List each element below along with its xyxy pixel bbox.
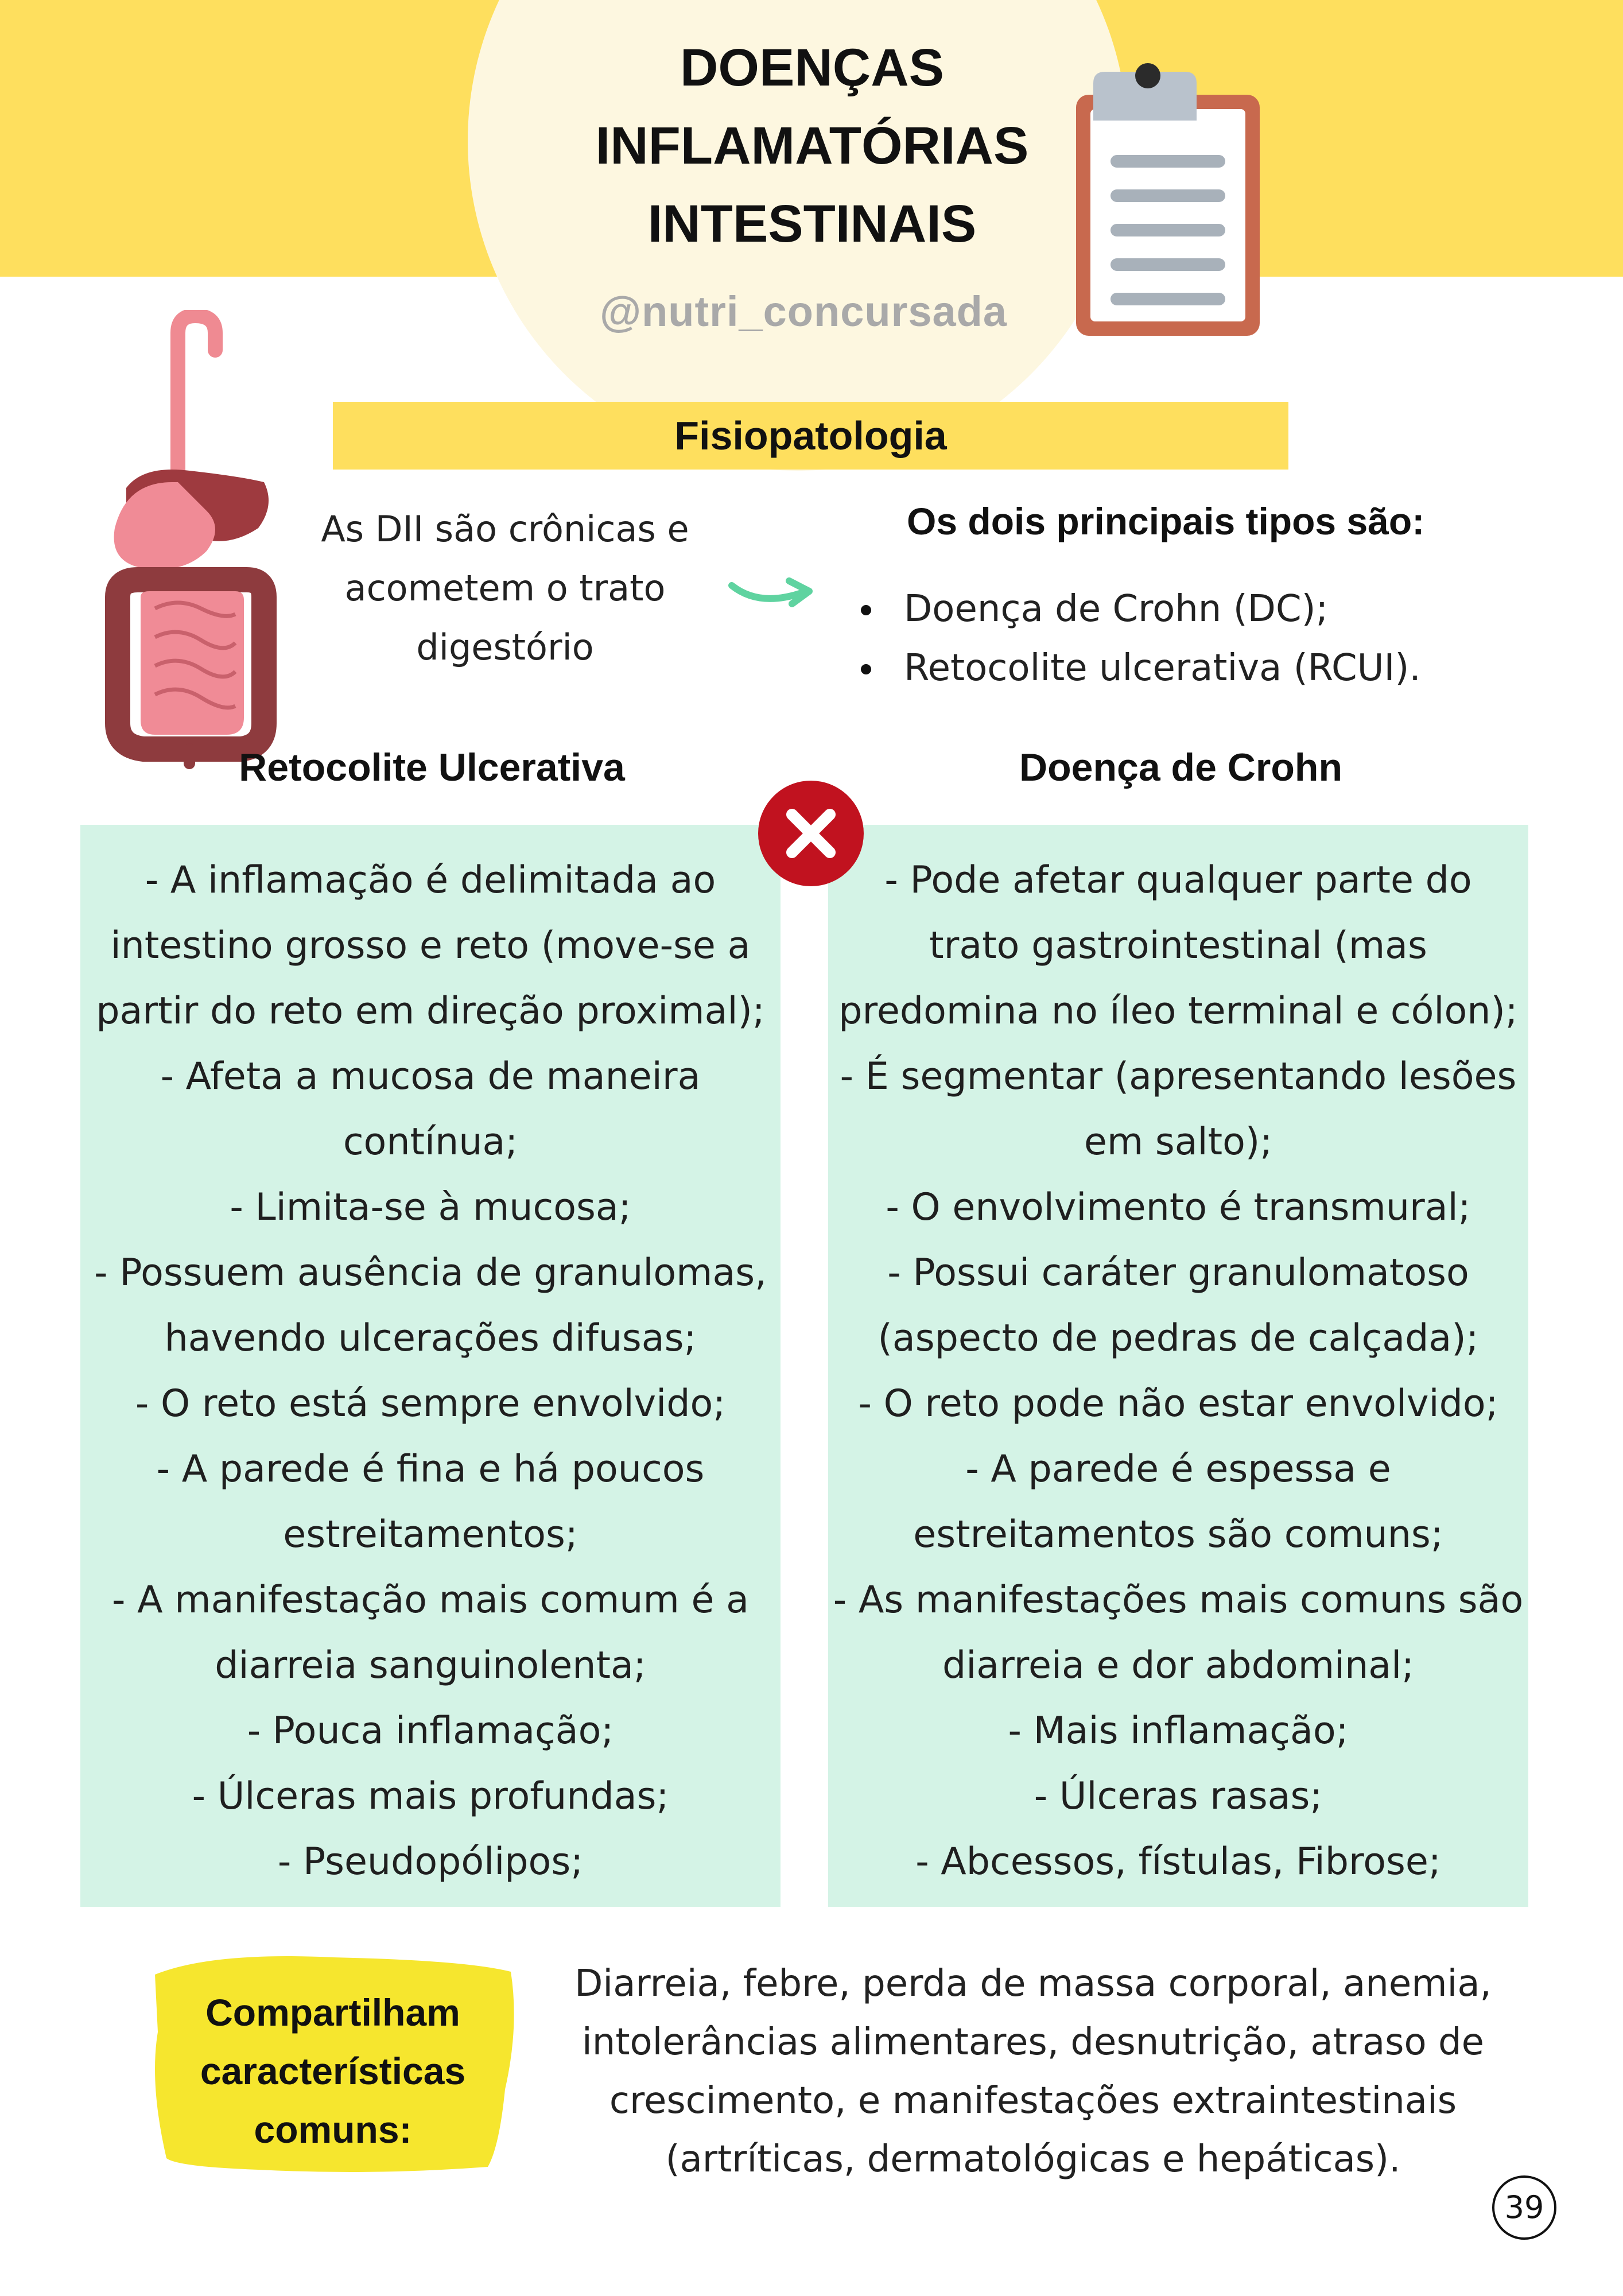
box-line: - Afeta a mucosa de maneira [160, 1055, 701, 1098]
page-title [525, 29, 1099, 263]
box-line: diarreia e dor abdominal; [942, 1644, 1415, 1687]
versus-x-icon [756, 779, 865, 888]
box-line: contínua; [343, 1120, 518, 1163]
shared-text-line: Diarreia, febre, perda de massa corporal, anemia, [574, 1963, 1492, 2005]
section-heading: Fisiopatologia [674, 413, 947, 458]
box-line: - O reto pode não estar envolvido; [858, 1382, 1498, 1425]
shared-text-line: crescimento, e manifestações extraintestinais [609, 2080, 1457, 2122]
box-line: - A inflamação é delimitada ao [145, 859, 716, 902]
types-title: Os dois principais tipos são: [907, 500, 1425, 542]
title-line-3: INTESTINAIS [647, 195, 977, 253]
intro-line: digestório [416, 626, 594, 668]
shared-label [146, 1983, 519, 2159]
box-line: diarreia sanguinolenta; [215, 1644, 646, 1687]
box-line: - Pseudopólipos; [277, 1840, 584, 1883]
shared-label-line: Compartilham [205, 1991, 460, 2034]
box-line: - Pouca inflamação; [247, 1709, 614, 1752]
shared-text-line: intolerâncias alimentares, desnutrição, atraso de [582, 2021, 1484, 2064]
box-line: - A parede é fina e há poucos [156, 1448, 705, 1491]
box-line: - Úlceras rasas; [1034, 1775, 1323, 1818]
box-line: estreitamentos são comuns; [913, 1513, 1443, 1556]
shared-text [539, 1954, 1527, 2189]
intro-line: As DII são crônicas e [321, 508, 689, 550]
box-line: - Mais inflamação; [1008, 1709, 1349, 1752]
title-line-1: DOENÇAS [680, 38, 945, 97]
box-line: em salto); [1084, 1120, 1273, 1163]
retocolite-box [80, 825, 781, 1907]
box-line: havendo ulcerações difusas; [164, 1317, 697, 1360]
crohn-box [828, 825, 1528, 1907]
box-line: - Limita-se à mucosa; [230, 1186, 631, 1229]
box-line: - As manifestações mais comuns são [833, 1578, 1524, 1622]
intro-text [298, 499, 712, 677]
box-line: partir do reto em direção proximal); [96, 990, 765, 1033]
box-line: - Possui caráter granulomatoso [887, 1251, 1469, 1294]
types-list [861, 580, 1550, 698]
author-handle: @nutri_concursada [599, 288, 1008, 335]
heading-crohn: Doença de Crohn [1019, 746, 1342, 789]
box-line: estreitamentos; [283, 1513, 578, 1556]
shared-label-line: características [200, 2050, 466, 2092]
clipboard-icon [1065, 46, 1271, 339]
arrow-right-icon [726, 568, 818, 614]
title-line-2: INFLAMATÓRIAS [595, 117, 1029, 175]
box-line: - É segmentar (apresentando lesões [840, 1055, 1517, 1098]
box-line: - Abcessos, fístulas, Fibrose; [915, 1840, 1441, 1883]
box-line: - A manifestação mais comum é a [112, 1578, 749, 1622]
box-line: trato gastrointestinal (mas [929, 924, 1427, 967]
page-number: 39 [1492, 2175, 1556, 2240]
box-line: - O envolvimento é transmural; [886, 1186, 1471, 1229]
box-line: - O reto está sempre envolvido; [135, 1382, 726, 1425]
list-item: Retocolite ulcerativa (RCUI). [861, 639, 1550, 698]
intro-line: acometem o trato [344, 567, 666, 609]
list-item: Doença de Crohn (DC); [861, 580, 1550, 639]
heading-retocolite: Retocolite Ulcerativa [239, 746, 625, 789]
box-line: intestino grosso e reto (move-se a [110, 924, 751, 967]
shared-label-line: comuns: [254, 2108, 412, 2151]
box-line: (aspecto de pedras de calçada); [877, 1317, 1479, 1360]
box-line: - Pode afetar qualquer parte do [884, 859, 1472, 902]
shared-text-line: (artríticas, dermatológicas e hepáticas). [665, 2138, 1401, 2181]
box-line: - Úlceras mais profundas; [192, 1775, 669, 1818]
box-line: predomina no íleo terminal e cólon); [838, 990, 1518, 1033]
box-line: - A parede é espessa e [965, 1448, 1391, 1491]
box-line: - Possuem ausência de granulomas, [94, 1251, 767, 1294]
intestine-icon [92, 310, 287, 769]
